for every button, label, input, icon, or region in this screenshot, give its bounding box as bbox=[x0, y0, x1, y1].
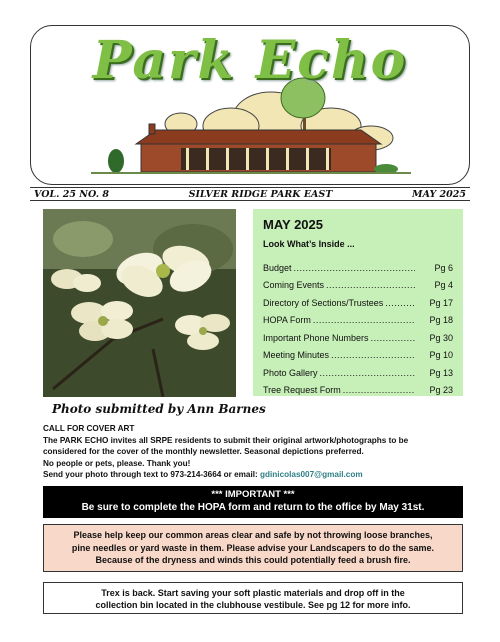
notice-line: pine needles or yard waste in them. Please advise your Landscapers to do the same. bbox=[71, 542, 435, 553]
cover-art-heading: CALL FOR COVER ART bbox=[43, 424, 135, 433]
masthead bbox=[30, 25, 470, 185]
cover-art-line: The PARK ECHO invites all SRPE residents to submit their original artwork/photographs to be bbox=[43, 435, 409, 445]
important-text: Be sure to complete the HOPA form and return to the office by May 31st. bbox=[81, 502, 425, 513]
notice-line: Please help keep our common areas clear and safe by not throwing loose branches, bbox=[73, 530, 433, 540]
toc-item-directory[interactable]: Directory of Sections/Trustees ..... Pg 17 bbox=[263, 294, 453, 312]
issue-volume: VOL. 25 NO. 8 bbox=[34, 188, 109, 200]
toc-item-budget[interactable]: Budget ..... Pg 6 bbox=[263, 259, 453, 277]
table-of-contents bbox=[253, 209, 463, 396]
cover-art-line: considered for the cover of the monthly newsletter. Seasonal depictions preferred. bbox=[43, 447, 364, 456]
trex-line: collection bin located in the clubhouse vestibule. See pg 12 for more info. bbox=[95, 600, 411, 610]
toc-item-photo-gallery[interactable]: Photo Gallery ..... Pg 13 bbox=[263, 364, 453, 382]
important-banner bbox=[43, 486, 463, 518]
trex-notice bbox=[43, 582, 463, 614]
cover-photo bbox=[43, 209, 236, 397]
fire-safety-notice bbox=[43, 524, 463, 572]
issue-bar bbox=[30, 187, 470, 201]
toc-item-hopa-form[interactable]: HOPA Form ..... Pg 18 bbox=[263, 312, 453, 330]
toc-item-tree-request[interactable]: Tree Request Form ..... Pg 23 bbox=[263, 382, 453, 400]
notice-line: Because of the dryness and winds this could potentially feed a brush fire. bbox=[95, 555, 411, 565]
contact-email-link[interactable]: gdinicolas007@gmail.com bbox=[260, 470, 363, 479]
cover-art-section bbox=[43, 423, 463, 481]
trex-line: Trex is back. Start saving your soft plastic materials and drop off in the bbox=[101, 588, 405, 598]
important-title: *** IMPORTANT *** bbox=[211, 489, 295, 500]
masthead-title: Park Echo bbox=[92, 30, 408, 91]
photo-credit: Photo submitted by Ann Barnes bbox=[52, 402, 266, 416]
toc-item-phone-numbers[interactable]: Important Phone Numbers ..... Pg 30 bbox=[263, 329, 453, 347]
issue-date: MAY 2025 bbox=[412, 188, 466, 200]
cover-art-line: No people or pets, please. Thank you! bbox=[43, 458, 191, 468]
issue-community: SILVER RIDGE PARK EAST bbox=[188, 188, 333, 200]
toc-item-meeting-minutes[interactable]: Meeting Minutes ..... Pg 10 bbox=[263, 347, 453, 365]
cover-art-contact: Send your photo through text to 973-214-3664 or email: gdinicolas007@gmail.com bbox=[43, 470, 363, 479]
toc-month: MAY 2025 bbox=[263, 217, 323, 232]
dogwood-flower-image bbox=[43, 209, 236, 397]
toc-heading: Look What’s Inside ... bbox=[263, 239, 355, 249]
toc-item-coming-events[interactable]: Coming Events ..... Pg 4 bbox=[263, 277, 453, 295]
